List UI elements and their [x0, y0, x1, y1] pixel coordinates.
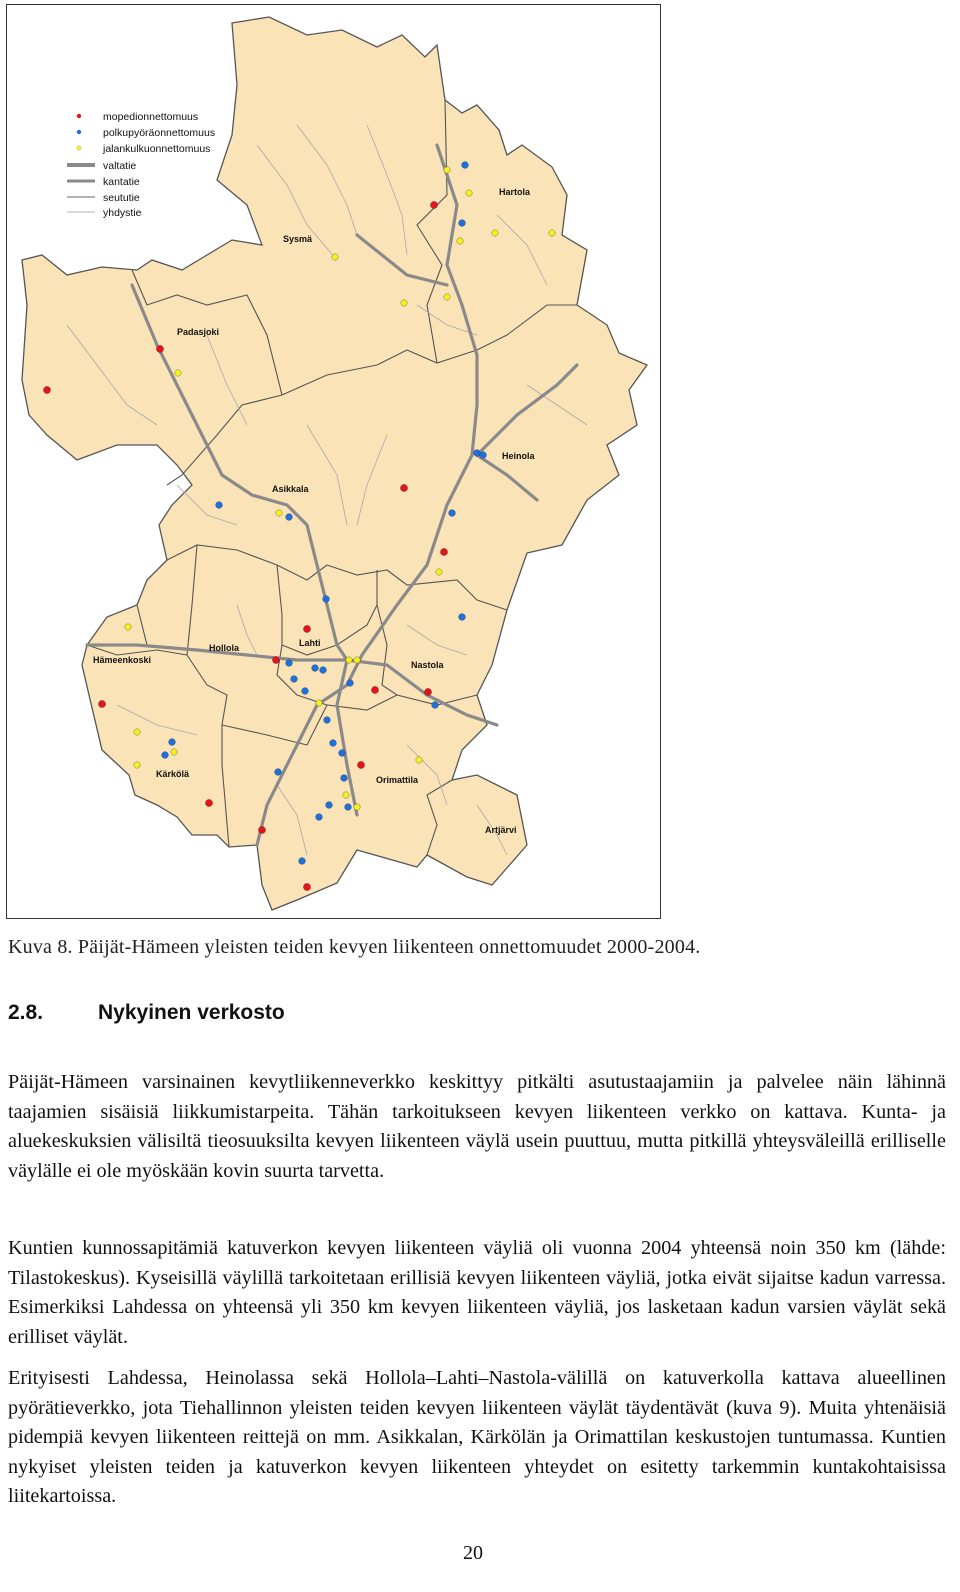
paragraph-3: Erityisesti Lahdessa, Heinolassa sekä Hollola–Lahti–Nastola-välillä on katuverkolla kattava alueellinen pyörätieverkko, jota Tiehallinnon yleisten teiden kevyen liikenteen väylät täydentävät (kuva 9). Muita yhtenäisiä pidempiä kevyen liikenteen reittejä on mm. Asikkalan, Kärkölän ja Orimattilan keskustojen tuntumassa. Kuntien nykyiset yleisten teiden ja katuverkon kevyen liikenteen yhteydet on esitetty tarkemmin kuntakohtaisissa liitekartoissa. [8, 1367, 946, 1508]
section-number: 2.8. [8, 1001, 44, 1024]
legend-label-pedestrian: jalankulkuonnettomuus [103, 143, 211, 155]
map-legend [67, 111, 215, 219]
section-title: Nykyinen verkosto [98, 1001, 285, 1024]
map-graphic [7, 5, 660, 918]
label-hameenkoski: Hämeenkoski [93, 655, 152, 665]
legend-pedestrian-dot [77, 146, 81, 150]
paragraph-2: Kuntien kunnossapitämiä katuverkon kevyen liikenteen väyliä oli vuonna 2004 yhteensä noin 350 km (lähde: Tilastokeskus). Kyseisillä väylillä tarkoitetaan erillisiä kevyen liikenteen väyliä, jotka eivät sijaitse kadun varressa. Esimerkiksi Lahdessa on yhteensä yli 350 km kevyen liikenteen väyliä, jos lasketaan kadun varsien väylät sekä erilliset väylät. [8, 1237, 946, 1348]
paragraph-1: Päijät-Hämeen varsinainen kevytliikenneverkko keskittyy pitkälti asutustaajamiin ja palvelee näin lähinnä taajamien sisäisiä liikkumistarpeita. Tähän tarkoitukseen kevyen liikenteen verkko on kattava. Kunta- ja aluekeskuksien välisiltä tieosuuksilta kevyen liikenteen väylä usein puuttuu, mutta pitkillä yhteysväleillä erilliselle väylälle ei ole myöskään kovin suurta tarvetta. [8, 1071, 946, 1182]
legend-bicycle-dot [77, 130, 81, 134]
label-lahti: Lahti [299, 638, 321, 648]
label-orimattila: Orimattila [376, 775, 419, 785]
legend-label-moped: mopedionnettomuus [103, 111, 199, 123]
label-sysma: Sysmä [283, 234, 313, 244]
figure-caption: Kuva 8. Päijät-Hämeen yleisten teiden kevyen liikenteen onnettomuudet 2000-2004. [8, 936, 701, 958]
label-nastola: Nastola [411, 660, 444, 670]
label-padasjoki: Padasjoki [177, 327, 220, 337]
label-artjarvi: Artjärvi [485, 825, 517, 835]
accident-map [6, 4, 661, 919]
page-number: 20 [463, 1542, 483, 1564]
legend-label-bicycle: polkupyöräonnettomuus [103, 127, 216, 139]
legend-moped-dot [77, 114, 81, 118]
label-hartola: Hartola [499, 187, 531, 197]
label-hollola: Hollola [209, 643, 240, 653]
label-karkola: Kärkölä [156, 769, 190, 779]
label-heinola: Heinola [502, 451, 535, 461]
label-asikkala: Asikkala [272, 484, 309, 494]
legend-label-seututie: seututie [103, 192, 140, 204]
section-heading [8, 1001, 285, 1025]
legend-label-yhdystie: yhdystie [103, 207, 142, 219]
legend-label-valtatie: valtatie [103, 160, 137, 172]
legend-label-kantatie: kantatie [103, 176, 140, 188]
